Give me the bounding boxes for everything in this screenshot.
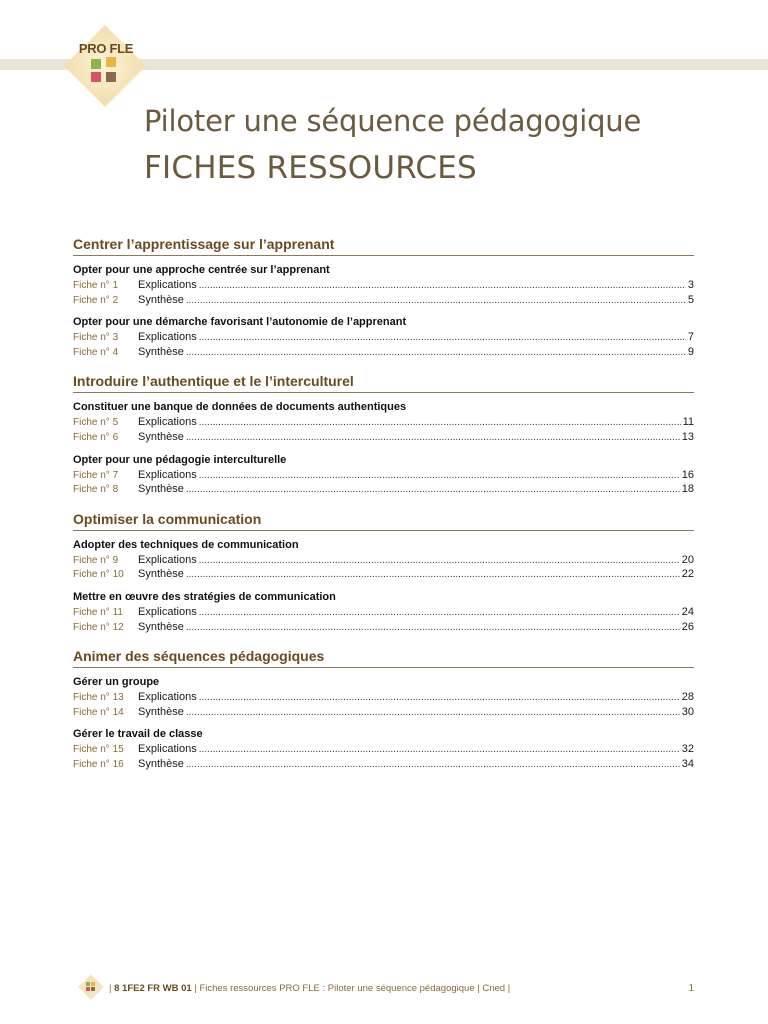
dot-leader (199, 279, 686, 294)
entry-page-number: 22 (681, 568, 694, 581)
toc-entry[interactable] (73, 690, 694, 705)
entry-label: Synthèse (138, 620, 184, 633)
entry-label: Explications (138, 331, 197, 344)
fiche-number: Fiche n° 16 (73, 758, 124, 770)
entry-page-number: 20 (681, 553, 694, 566)
toc-entry[interactable] (73, 757, 694, 772)
fiche-number: Fiche n° 3 (73, 332, 119, 344)
footer-org: Cned (482, 983, 506, 994)
dot-leader (186, 294, 686, 309)
footer-logo-square-green (86, 982, 90, 986)
toc-entry[interactable] (73, 705, 694, 720)
logo-square-pink (91, 72, 101, 82)
footer-logo-icon (78, 974, 104, 1000)
subsection-title: Constituer une banque de données de documents authentiques (73, 401, 407, 414)
entry-label: Synthèse (138, 483, 184, 496)
entry-page-number: 26 (681, 620, 694, 633)
entry-page-number: 11 (682, 416, 694, 429)
footer-separator: | (194, 983, 197, 994)
entry-label: Explications (138, 553, 197, 566)
dot-leader (186, 568, 680, 583)
entry-page-number: 32 (681, 743, 694, 756)
entry-page-number: 34 (681, 757, 694, 770)
fiche-number: Fiche n° 15 (73, 744, 124, 756)
toc-entry[interactable] (73, 567, 694, 582)
fiche-number: Fiche n° 12 (73, 621, 124, 633)
entry-label: Explications (138, 743, 197, 756)
entry-label: Synthèse (138, 705, 184, 718)
entry-page-number: 16 (681, 468, 694, 481)
fiche-number: Fiche n° 4 (73, 346, 119, 358)
subsection-title: Opter pour une démarche favorisant l’autonomie de l’apprenant (73, 316, 407, 329)
entry-label: Synthèse (138, 293, 184, 306)
entry-page-number: 18 (681, 483, 694, 496)
footer-logo-square-pink (86, 987, 90, 991)
fiche-number: Fiche n° 1 (73, 280, 119, 291)
section-title: Centrer l’apprentissage sur l’apprenant (73, 236, 694, 256)
toc-section (73, 648, 694, 771)
toc-entry[interactable] (73, 553, 694, 568)
entry-label: Explications (138, 279, 197, 291)
entry-label: Explications (138, 468, 197, 481)
toc-entry[interactable] (73, 430, 694, 445)
logo-square-brown (106, 72, 116, 82)
toc-section (73, 236, 694, 359)
toc-subsection (73, 401, 694, 444)
entry-label: Synthèse (138, 345, 184, 358)
fiche-number: Fiche n° 8 (73, 484, 119, 496)
dot-leader (186, 706, 680, 721)
dot-leader (199, 469, 680, 484)
toc-subsection (73, 454, 694, 497)
entry-page-number: 5 (687, 293, 694, 306)
entry-label: Explications (138, 605, 197, 618)
page-subtitle: FICHES RESSOURCES (144, 150, 477, 186)
entry-label: Synthèse (138, 757, 184, 770)
fiche-number: Fiche n° 2 (73, 294, 119, 306)
pro-fle-logo (64, 25, 148, 109)
entry-page-number: 7 (687, 331, 694, 344)
entry-page-number: 28 (681, 691, 694, 704)
entry-page-number: 3 (687, 279, 694, 291)
footer-separator: | (477, 983, 480, 994)
subsection-title: Opter pour une approche centrée sur l’apprenant (73, 264, 330, 276)
fiche-number: Fiche n° 13 (73, 692, 124, 704)
dot-leader (199, 606, 680, 621)
section-title: Introduire l’authentique et le l’interculturel (73, 373, 694, 393)
toc-entry[interactable] (73, 605, 694, 620)
entry-label: Explications (138, 691, 197, 704)
toc-entry[interactable] (73, 293, 694, 308)
entry-page-number: 24 (681, 605, 694, 618)
entry-page-number: 13 (681, 430, 694, 443)
entry-label: Synthèse (138, 568, 184, 581)
toc-entry[interactable] (73, 742, 694, 757)
subsection-title: Gérer un groupe (73, 676, 160, 689)
footer-description: Fiches ressources PRO FLE : Piloter une séquence pédagogique (199, 983, 475, 994)
toc-subsection (73, 264, 694, 307)
fiche-number: Fiche n° 9 (73, 554, 119, 566)
dot-leader (199, 554, 680, 569)
toc-section (73, 511, 694, 634)
dot-leader (199, 416, 681, 431)
dot-leader (199, 331, 686, 346)
table-of-contents (73, 236, 694, 786)
fiche-number: Fiche n° 5 (73, 417, 119, 429)
entry-page-number: 30 (681, 705, 694, 718)
fiche-number: Fiche n° 7 (73, 469, 119, 481)
toc-entry[interactable] (73, 278, 694, 293)
page-title: Piloter une séquence pédagogique (144, 104, 642, 138)
dot-leader (186, 621, 680, 636)
section-title: Optimiser la communication (73, 511, 694, 531)
dot-leader (199, 691, 680, 706)
toc-entry[interactable] (73, 415, 694, 430)
logo-text: PRO FLE (78, 41, 134, 56)
footer-separator: | (507, 983, 511, 994)
toc-entry[interactable] (73, 345, 694, 360)
dot-leader (186, 758, 680, 773)
entry-page-number: 9 (687, 345, 694, 358)
dot-leader (186, 483, 680, 498)
toc-subsection (73, 728, 694, 771)
section-title: Animer des séquences pédagogiques (73, 648, 694, 668)
toc-section (73, 373, 694, 496)
fiche-number: Fiche n° 14 (73, 706, 124, 718)
footer-separator: | (109, 983, 112, 994)
footer-logo-square-brown (91, 987, 95, 991)
toc-entry[interactable] (73, 330, 694, 345)
footer-text (109, 983, 510, 994)
fiche-number: Fiche n° 11 (73, 606, 123, 618)
logo-diamond (64, 25, 146, 107)
toc-entry[interactable] (73, 482, 694, 497)
toc-entry[interactable] (73, 468, 694, 483)
logo-square-green (91, 59, 101, 69)
entry-label: Explications (138, 416, 197, 429)
toc-subsection (73, 539, 694, 582)
dot-leader (199, 743, 680, 758)
fiche-number: Fiche n° 6 (73, 431, 119, 443)
footer-logo-square-yellow (91, 982, 95, 986)
subsection-title: Opter pour une pédagogie interculturelle (73, 453, 287, 466)
page-number: 1 (688, 983, 694, 994)
footer-code: 8 1FE2 FR WB 01 (114, 983, 192, 994)
logo-square-yellow (106, 57, 116, 67)
toc-subsection (73, 591, 694, 634)
subsection-title: Gérer le travail de classe (73, 728, 203, 741)
dot-leader (186, 431, 680, 446)
subsection-title: Mettre en œuvre des stratégies de communication (73, 590, 336, 603)
entry-label: Synthèse (138, 430, 184, 443)
dot-leader (186, 346, 686, 361)
toc-entry[interactable] (73, 620, 694, 635)
subsection-title: Adopter des techniques de communication (73, 538, 299, 551)
toc-subsection (73, 316, 694, 359)
fiche-number: Fiche n° 10 (73, 569, 124, 581)
toc-subsection (73, 676, 694, 719)
page-footer (78, 974, 694, 1004)
